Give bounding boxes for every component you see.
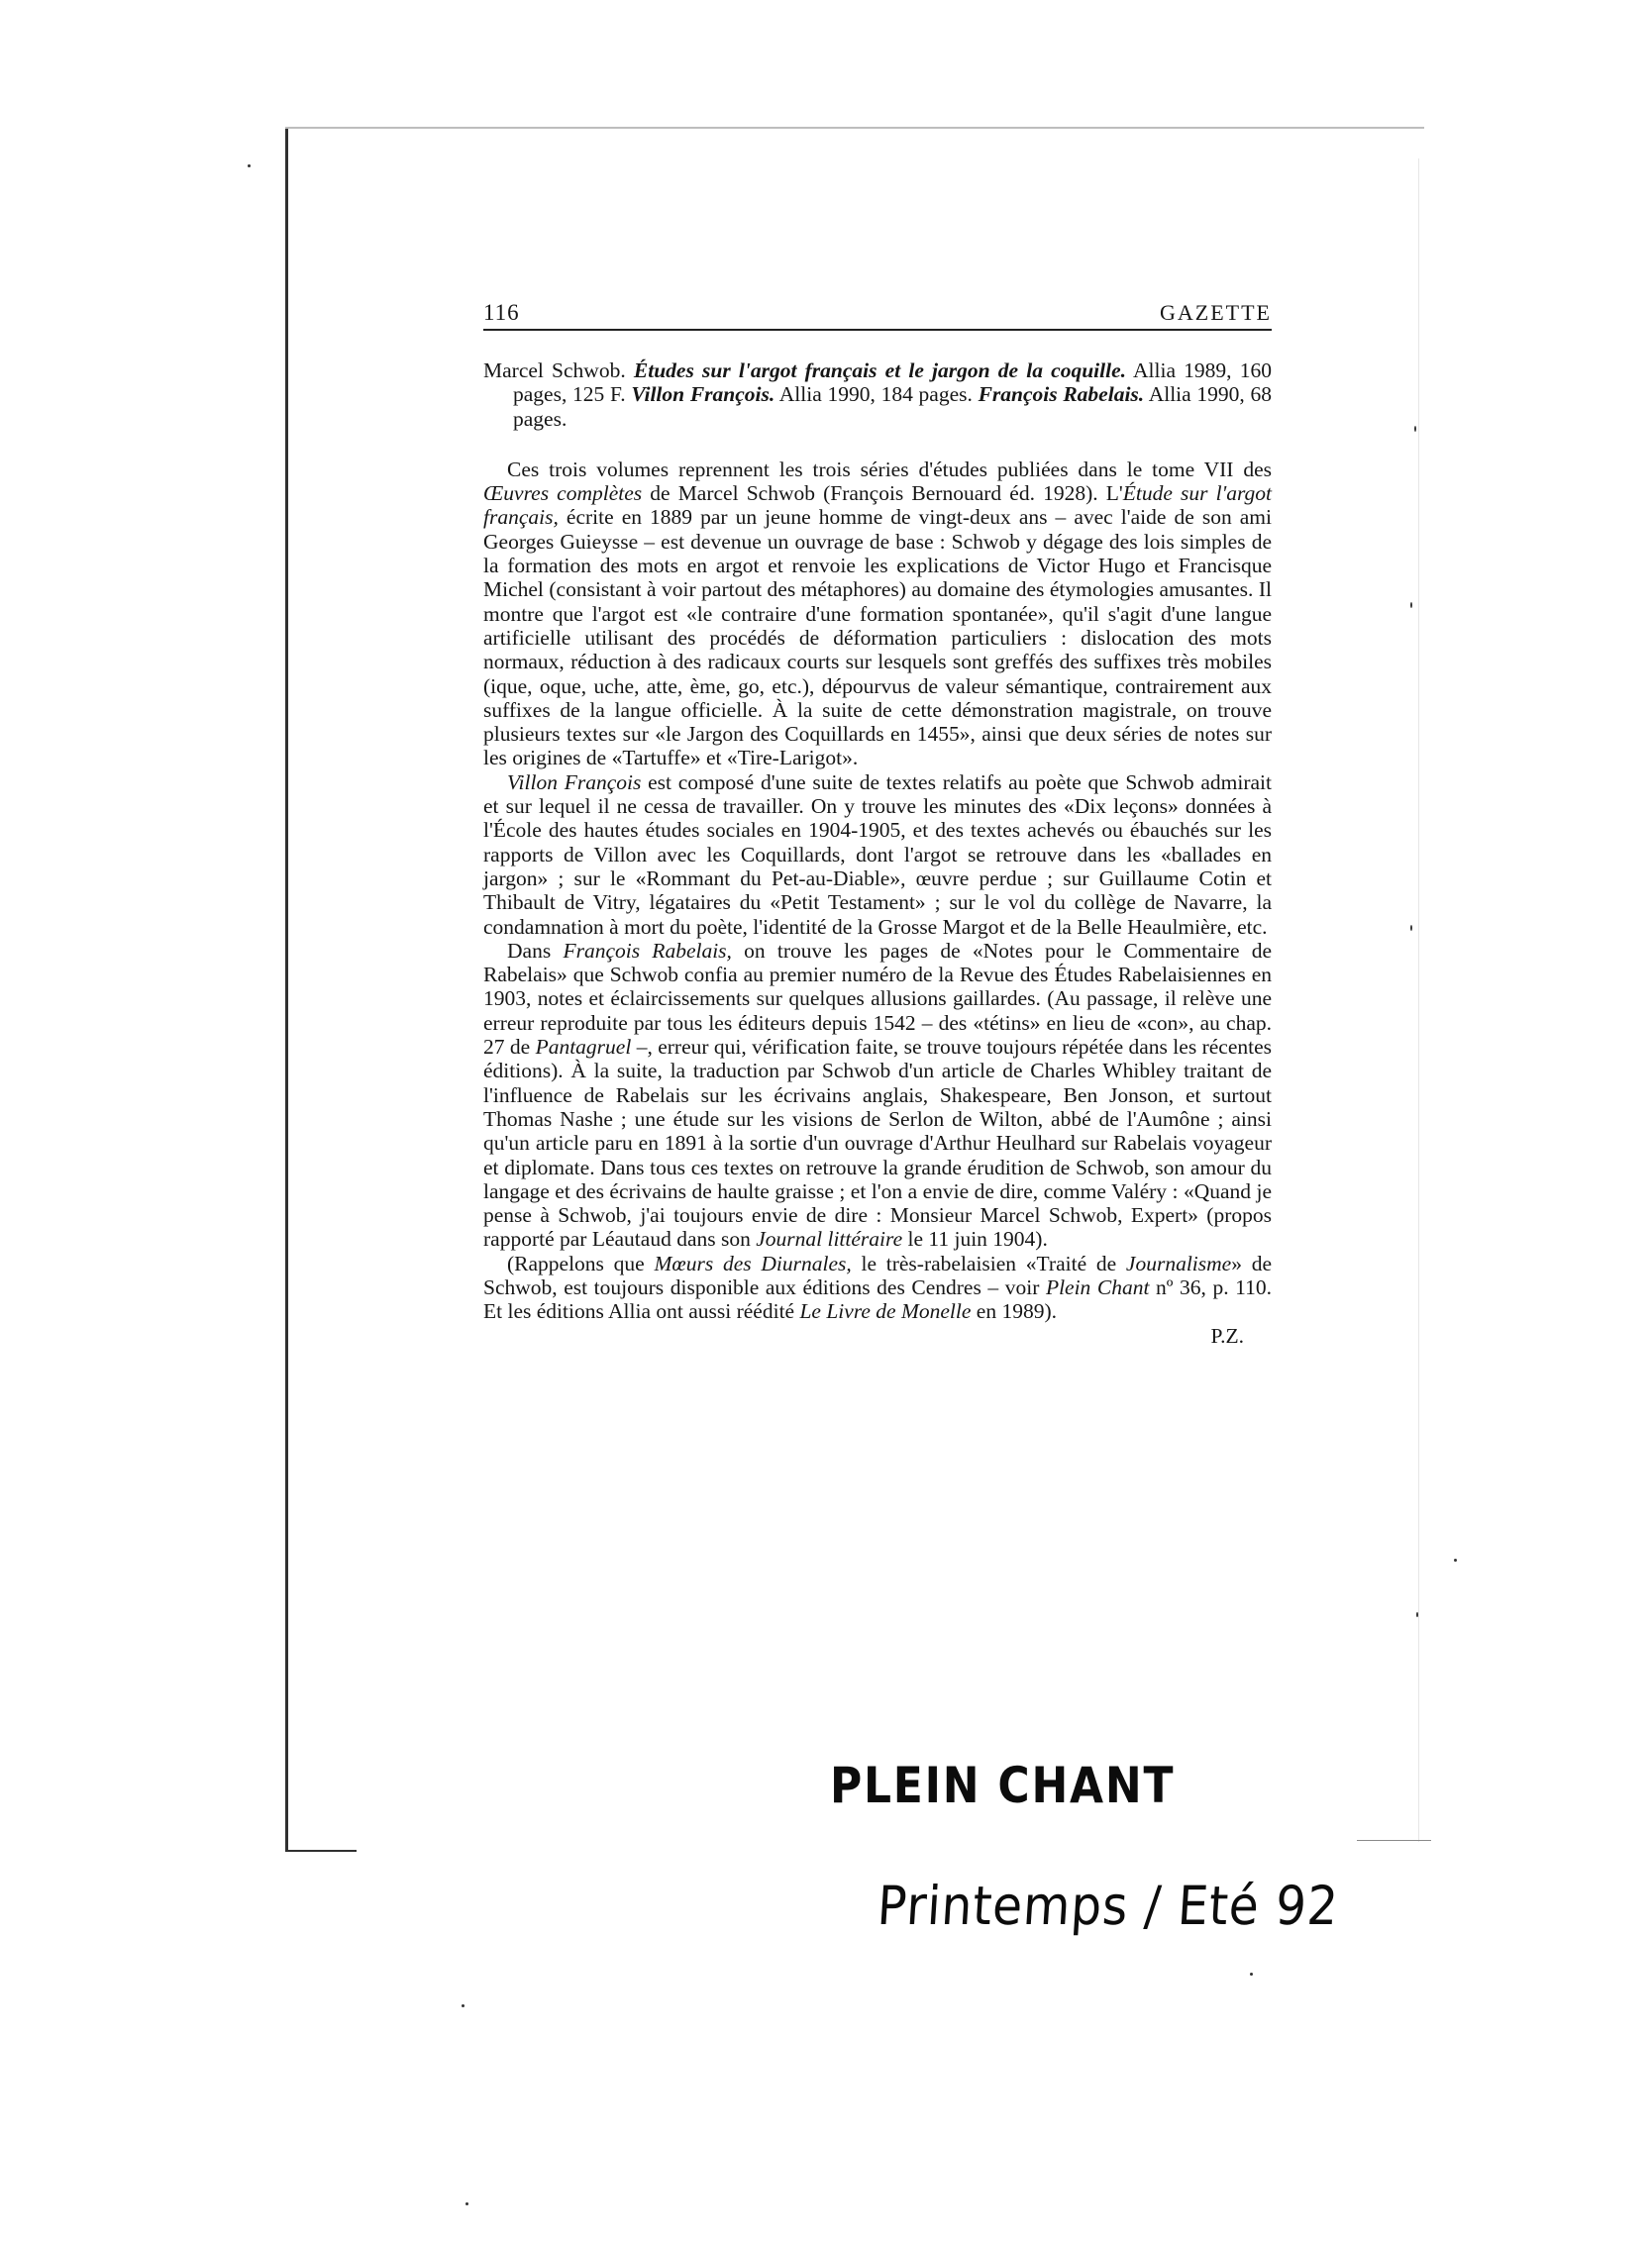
page-edge-top — [285, 127, 1424, 129]
text-run: est composé d'une suite de textes relatifs au poète que Schwob admirait et sur lequel il ne cessa de travailler. On y trouve les minutes des «Dix leçons» données à l'École des hautes études sociales en 1904-1905, et des textes achevés ou ébauchés sur les rapports de Villon avec les Coquillards, dont l'argot se retrouve dans les «ballades en jargon» ; sur le «Rommant du Pet-au-Diable», œuvre perdue ; sur Guillaume Cotin et Thibault de Vitry, légataires du «Petit Testament» ; sur le vol du collège de Navarre, la condamnation à mort du poète, l'identité de la Grosse Margot et de la Belle Heaulmière, etc. — [483, 769, 1272, 939]
italic-title: Œuvres complètes — [483, 481, 643, 506]
book-title: François Rabelais. — [978, 382, 1145, 407]
text-run: (Rappelons que — [507, 1251, 655, 1275]
text-run: en 1989). — [971, 1299, 1057, 1324]
text-run: nº 36, p. 110. Et les éditions Allia ont aussi réédité — [483, 1274, 1272, 1324]
speck — [465, 2202, 468, 2205]
bibliographic-entry — [483, 358, 1272, 431]
page-edge-left — [285, 129, 288, 1852]
page-number: 116 — [483, 300, 520, 325]
page-edge-right — [1418, 158, 1419, 1842]
page-edge-bottom — [287, 1850, 357, 1852]
italic-title: Étude sur l'argot français, — [483, 481, 1272, 530]
handwritten-journal-name: PLEIN CHANT — [830, 1757, 1176, 1814]
book-title: Études sur l'argot français et le jargon de la coquille. — [633, 358, 1127, 382]
italic-title: Pantagruel — [535, 1035, 632, 1060]
text-run: –, erreur qui, vérification faite, se trouve toujours répétée dans les récentes éditions). À la suite, la traduction par Schwob d'un article de Charles Whibley traitant de l'influence de Rabelais sur les écrivains anglais, Shakespeare, Ben Jonson, et surtout Thomas Nashe ; une étude sur les visions de Serlon de Wilton, abbé de l'Aumône ; ainsi qu'un article paru en 1891 à la sortie d'un ouvrage d'Arthur Heulhard sur Rabelais voyageur et diplomate. Dans tous ces textes on retrouve la grande érudition de Schwob, son amour du langage et des écrivains de haulte graisse ; et l'on a envie de dire, comme Valéry : «Quand je pense à Schwob, j'ai toujours envie de dire : Monsieur Marcel Schwob, Expert» (propos rapporté par Léautaud dans son — [483, 1035, 1272, 1252]
text-run: on trouve les pages de «Notes pour le Commentaire de Rabelais» que Schwob confia au premier numéro de la Revue des Études Rabelaisiennes en 1903, notes et éclaircissements sur quelques allusions gaillardes. (Au passage, il relève une erreur reproduite par tous les éditeurs depuis 1542 – des «tétins» en lieu de «con», au chap. 27 de — [483, 938, 1273, 1060]
italic-title: Plein Chant — [1045, 1274, 1150, 1299]
paragraph — [483, 939, 1272, 1252]
running-head: GAZETTE — [1160, 300, 1272, 325]
paragraph — [483, 1252, 1272, 1324]
italic-title: François Rabelais, — [563, 938, 732, 963]
review-article — [483, 358, 1272, 1348]
author-name: Marcel Schwob. — [483, 358, 626, 382]
paragraph — [483, 770, 1272, 939]
speck — [462, 2004, 465, 2007]
handwritten-issue-date: Printemps / Eté 92 — [876, 1875, 1341, 1937]
speck — [1454, 1559, 1457, 1562]
speck — [1410, 925, 1412, 931]
text-run: Dans — [507, 938, 564, 963]
page-header — [483, 295, 1272, 331]
italic-title: Villon François — [507, 769, 642, 794]
book-details: Allia 1989, 160 pages, 125 F. — [513, 358, 1272, 407]
text-run: le 11 juin 1904). — [902, 1227, 1048, 1252]
text-run: de Marcel Schwob (François Bernouard éd. 1928). L' — [642, 481, 1123, 506]
italic-title: Le Livre de Monelle — [799, 1299, 972, 1324]
speck — [248, 164, 251, 167]
speck — [1250, 1973, 1253, 1976]
speck — [1416, 1612, 1418, 1617]
speck — [1410, 602, 1412, 608]
book-title: Villon François. — [631, 382, 775, 407]
italic-title: Journal littéraire — [756, 1227, 903, 1252]
author-initials: P.Z. — [1210, 1323, 1244, 1348]
text-run: Ces trois volumes reprennent les trois séries d'études publiées dans le tome VII des — [507, 457, 1272, 481]
text-run: écrite en 1889 par un jeune homme de vingt-deux ans – avec l'aide de son ami Georges Guieysse – est devenue un ouvrage de base : Schwob y dégage des lois simples de la formation des mots en argot et renvoie les explications de Victor Hugo et Francisque Michel (consistant à voir partout des métaphores) au domaine des étymologies amusantes. Il montre que l'argot est «le contraire d'une formation spontanée», qu'il s'agit d'une langue artificielle utilisant des procédés de déformation particuliers : dislocation des mots normaux, réduction à des radicaux courts sur lesquels sont greffés des suffixes très mobiles (ique, oque, uche, atte, ème, go, etc.), dépourvus de valeur sémantique, contrairement aux suffixes de la langue officielle. À la suite de cette démonstration magistrale, on trouve plusieurs textes sur «le Jargon des Coquillards en 1455», ainsi que deux séries de notes sur les origines de «Tartuffe» et «Tire-Larigot». — [483, 505, 1272, 770]
speck — [1414, 426, 1416, 432]
text-run: » de Schwob, est toujours disponible aux éditions des Cendres – voir — [483, 1251, 1273, 1299]
book-details: Allia 1990, 184 pages. — [778, 382, 973, 407]
italic-title: Journalisme — [1125, 1251, 1232, 1275]
italic-title: Mœurs des Diurnales, — [654, 1251, 852, 1275]
margin-rule — [1357, 1840, 1431, 1841]
paragraph — [483, 458, 1272, 770]
text-run: le très-rabelaisien «Traité de — [851, 1251, 1126, 1275]
book-details: Allia 1990, 68 pages. — [513, 382, 1272, 431]
